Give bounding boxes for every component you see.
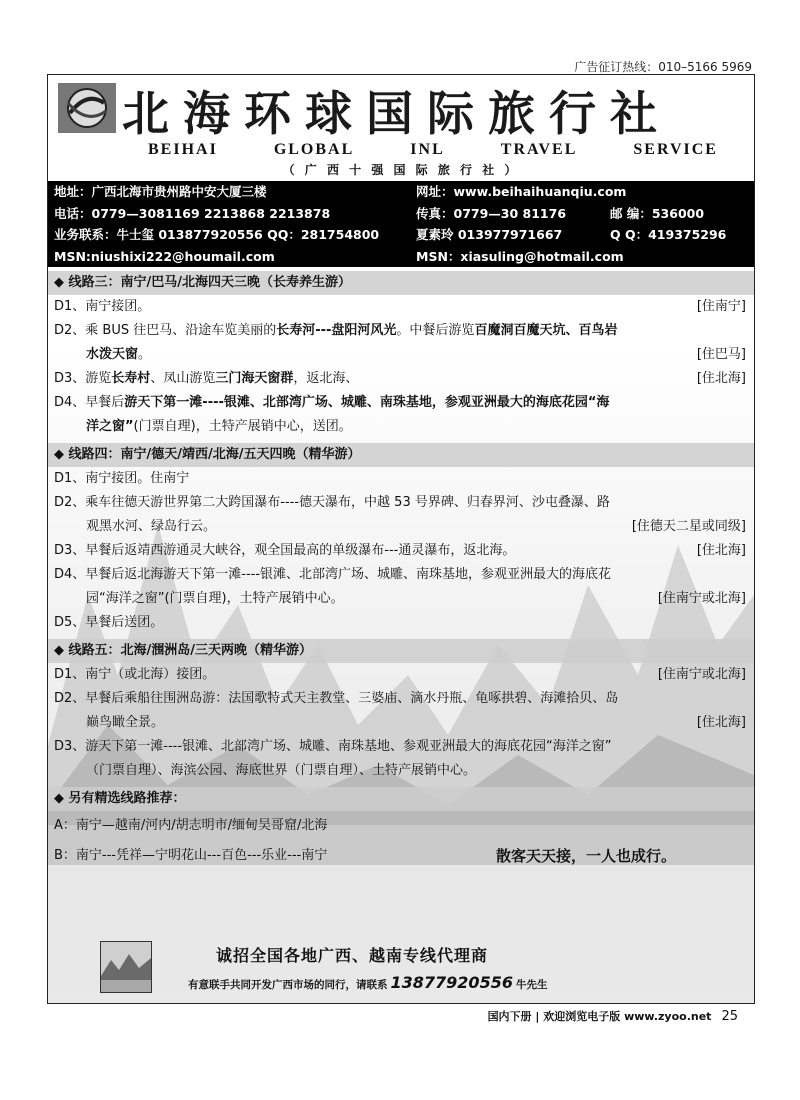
recruit-contact — [188, 973, 547, 992]
lodging-tag: [住北海] — [696, 371, 746, 386]
highlight: 百魔洞百魔天坑、百鸟岩 — [474, 323, 618, 338]
route3-day2-cont — [48, 343, 754, 367]
globe-logo-icon — [58, 83, 116, 133]
highlight: 长寿村 — [111, 371, 151, 386]
highlight: 游天下第一滩----银滩、北部湾广场、城雕、南珠基地，参观亚洲最大的海底花园“海 — [124, 395, 610, 410]
day-text: D4、早餐后 — [54, 395, 125, 410]
msn-1: MSN:niushixi222@houmail.com — [54, 248, 275, 264]
english-word: SERVICE — [633, 141, 718, 158]
recruit-title: 诚招全国各地广西、越南专线代理商 — [216, 946, 489, 965]
route3-day1 — [48, 295, 754, 319]
recruit-phone: 13877920556 — [390, 973, 513, 992]
business-contact: 业务联系：牛士玺 013877920556 QQ：281754800 — [54, 227, 380, 242]
route5-day3 — [48, 735, 754, 759]
day-text: D2、乘 BUS 往巴马、沿途车览美丽的 — [54, 323, 277, 338]
website: 网址：www.beihaihuanqiu.com — [416, 184, 627, 199]
agency-name: 北海环球国际旅行社 — [122, 87, 671, 142]
address: 地址：广西北海市贵州路中安大厦三楼 — [54, 184, 267, 199]
route5-day2-cont — [48, 711, 754, 735]
postcode: 邮 编：536000 — [610, 205, 705, 221]
day-text: 。 — [138, 347, 152, 362]
day-text: 。中餐后游览 — [396, 323, 475, 338]
route3-day4-cont — [48, 415, 754, 439]
msn-2: MSN：xiasuling@hotmail.com — [416, 248, 624, 264]
day-text: D3、游天下第一滩----银滩、北部湾广场、城雕、南珠基地、参观亚洲最大的海底花园“海洋之窗” — [54, 739, 612, 754]
day-text: 、凤山游览 — [150, 371, 216, 386]
qq-number: Q Q：419375296 — [610, 227, 727, 242]
route3-heading: ◆ 线路三：南宁/巴马/北海四天三晚（长寿养生游） — [48, 271, 754, 295]
route5-heading: ◆ 线路五：北海/涠洲岛/三天两晚（精华游） — [48, 639, 754, 663]
day-text: D2、乘车往德天游世界第二大跨国瀑布----德天瀑布，中越 53 号界碑、归春界河、沙屯叠瀑、路 — [54, 495, 610, 510]
route3-day2 — [48, 319, 754, 343]
ad-frame — [47, 74, 755, 1004]
fax: 传真：0779—30 81176 — [416, 205, 567, 221]
recruit-text: 有意联手共同开发广西市场的同行，请联系 — [188, 979, 388, 991]
english-word: INL — [410, 141, 445, 158]
route4-day5 — [48, 611, 754, 635]
more-route-a — [48, 814, 754, 838]
route5-day2 — [48, 687, 754, 711]
route5-day3-cont — [48, 759, 754, 783]
route4-day2 — [48, 491, 754, 515]
day-text: D1、南宁（或北海）接团。 — [54, 667, 216, 682]
day-text: ，返北海、 — [293, 371, 359, 386]
route3-day4 — [48, 391, 754, 415]
route3-day3 — [48, 367, 754, 391]
day-text: 园“海洋之窗”(门票自理)，土特产展销中心。 — [86, 591, 344, 606]
english-word: BEIHAI — [148, 141, 218, 158]
highlight: 洋之窗” — [86, 419, 134, 434]
page-number: 25 — [721, 1009, 738, 1024]
more-routes-heading: ◆ 另有精选线路推荐： — [48, 787, 754, 811]
lodging-tag: [住北海] — [696, 715, 746, 730]
lodging-tag: [住德天二星或同级] — [631, 519, 746, 534]
day-text: D4、早餐后返北海游天下第一滩----银滩、北部湾广场、城雕、南珠基地，参观亚洲最大的海底花 — [54, 567, 612, 582]
agency-header — [48, 75, 754, 181]
highlight: 水泼天窗 — [86, 347, 139, 362]
day-text: （门票自理）、海滨公园、海底世界（门票自理）、土特产展销中心。 — [86, 763, 477, 778]
agency-subtitle: （ 广 西 十 强 国 际 旅 行 社 ） — [282, 163, 520, 177]
route4-day4 — [48, 563, 754, 587]
routes-content — [48, 271, 754, 868]
route-text: A：南宁—越南/河内/胡志明市/缅甸吴哥窟/北海 — [54, 818, 328, 833]
footer-text: 国内下册 | 欢迎浏览电子版 www.zyoo.net — [487, 1010, 712, 1023]
route4-day4-cont — [48, 587, 754, 611]
page-footer — [488, 1008, 738, 1024]
english-word: GLOBAL — [273, 141, 355, 158]
day-text: (门票自理)，土特产展销中心，送团。 — [133, 419, 352, 434]
business-contact-2: 夏素玲 013977971667 — [416, 227, 563, 242]
route4-heading: ◆ 线路四：南宁/德天/靖西/北海/五天四晚（精华游） — [48, 443, 754, 467]
day-text: 巅鸟瞰全景。 — [86, 715, 165, 730]
day-text: D1、南宁接团。住南宁 — [54, 471, 190, 486]
day-text: D2、早餐后乘船往围洲岛游：法国歌特式天主教堂、三婆庙、滴水丹瓶、龟啄拱碧、海滩拾贝、岛 — [54, 691, 619, 706]
day-text: D3、早餐后返靖西游通灵大峡谷，观全国最高的单级瀑布---通灵瀑布，返北海。 — [54, 543, 516, 558]
route4-day2-cont — [48, 515, 754, 539]
scenery-thumbnail — [100, 941, 152, 993]
slogan: 散客天天接，一人也成行。 — [496, 847, 677, 865]
highlight: 长寿河---盘阳河风光 — [276, 323, 397, 338]
day-text: D1、南宁接团。 — [54, 299, 151, 314]
day-text: D5、早餐后送团。 — [54, 615, 164, 630]
agency-name-english — [148, 141, 718, 159]
highlight: 三门海天窗群 — [215, 371, 294, 386]
day-text: 观黑水河、绿岛行云。 — [86, 519, 217, 534]
phone: 电话：0779—3081169 2213868 2213878 — [54, 205, 331, 221]
recruit-name: 牛先生 — [515, 979, 548, 991]
lodging-tag: [住南宁或北海] — [657, 667, 746, 682]
lodging-tag: [住南宁或北海] — [657, 591, 746, 606]
route5-day1 — [48, 663, 754, 687]
route4-day3 — [48, 539, 754, 563]
lodging-tag: [住南宁] — [696, 299, 746, 314]
ad-hotline: 广告征订热线：010–5166 5969 — [574, 60, 752, 74]
route4-day1 — [48, 467, 754, 491]
lodging-tag: [住北海] — [696, 543, 746, 558]
day-text: D3、游览 — [54, 371, 112, 386]
lodging-tag: [住巴马] — [696, 347, 746, 362]
english-word: TRAVEL — [500, 141, 578, 158]
agent-recruitment — [48, 933, 754, 1003]
more-route-b — [48, 844, 754, 868]
route-text: B：南宁---凭祥—宁明花山---百色---乐业---南宁 — [54, 848, 328, 863]
contact-info-block — [48, 181, 754, 267]
